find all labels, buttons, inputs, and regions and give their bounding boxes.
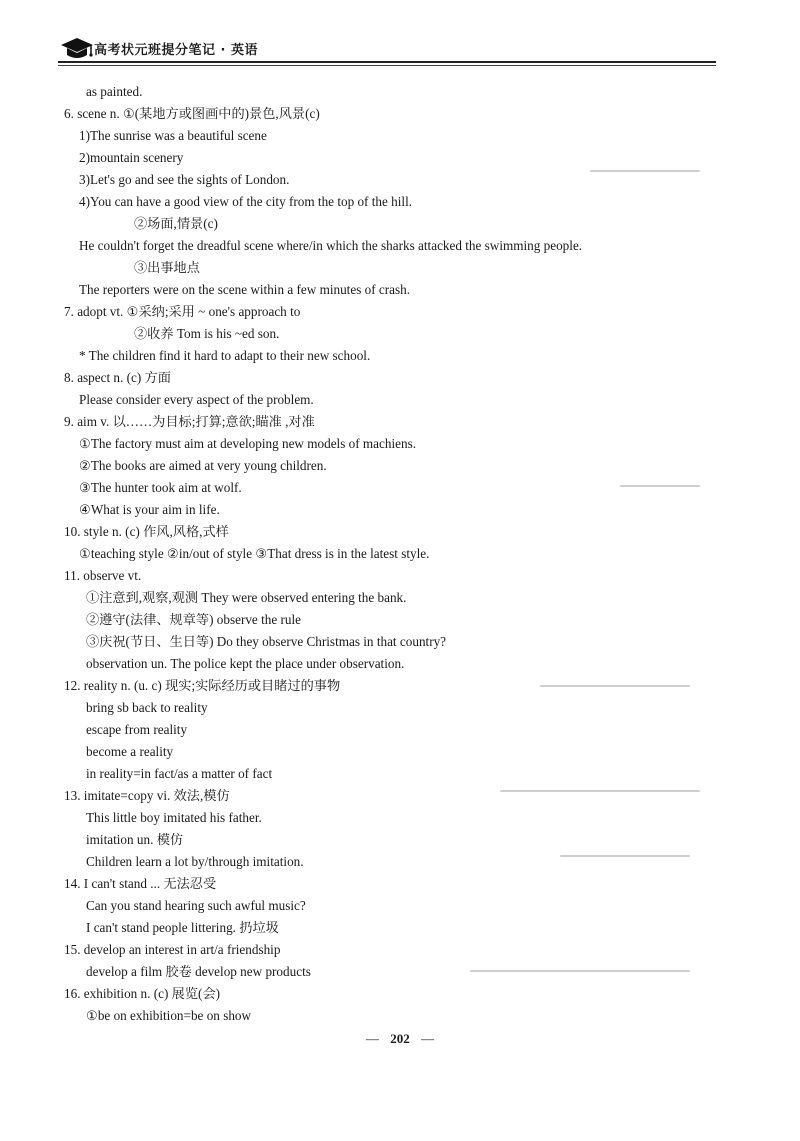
- text-line: 2)mountain scenery: [79, 150, 184, 165]
- text-line: This little boy imitated his father.: [86, 810, 262, 825]
- text-line: ②场面,情景(c): [134, 216, 218, 231]
- text-line: 1)The sunrise was a beautiful scene: [79, 128, 267, 143]
- text-line: ③The hunter took aim at wolf.: [79, 480, 242, 495]
- header-rule: [58, 61, 716, 63]
- scan-noise: [560, 855, 690, 857]
- footer-dash-left: —: [366, 1031, 379, 1046]
- text-line: Please consider every aspect of the problem.: [79, 392, 314, 407]
- text-line: 7. adopt vt. ①采纳;采用 ~ one's approach to: [64, 304, 301, 319]
- text-line: ②收养 Tom is his ~ed son.: [134, 326, 280, 341]
- page-footer: [0, 1031, 800, 1047]
- text-line: 10. style n. (c) 作风,风格,式样: [64, 524, 229, 539]
- text-line: 14. I can't stand ... 无法忍受: [64, 876, 217, 891]
- text-line: 6. scene n. ①(某地方或图画中的)景色,风景(c): [64, 106, 320, 121]
- text-line: 12. reality n. (u. c) 现实;实际经历或目睹过的事物: [64, 678, 341, 693]
- text-line: ①注意到,观察,观测 They were observed entering the bank.: [86, 590, 407, 605]
- text-line: I can't stand people littering. 扔垃圾: [86, 920, 279, 935]
- text-line: ①teaching style ②in/out of style ③That dress is in the latest style.: [79, 546, 430, 561]
- text-line: Children learn a lot by/through imitation.: [86, 854, 304, 869]
- header-rule-thin: [58, 65, 716, 66]
- text-line: Can you stand hearing such awful music?: [86, 898, 306, 913]
- scan-noise: [540, 685, 690, 687]
- page-header: [0, 0, 800, 72]
- text-line: The reporters were on the scene within a few minutes of crash.: [79, 282, 411, 297]
- text-line: 4)You can have a good view of the city from the top of the hill.: [79, 194, 413, 209]
- text-line: ②The books are aimed at very young children.: [79, 458, 327, 473]
- notes-content: [64, 81, 744, 1027]
- text-line: ②遵守(法律、规章等) observe the rule: [86, 612, 301, 627]
- page-number: 202: [390, 1031, 410, 1046]
- text-line: ③庆祝(节日、生日等) Do they observe Christmas in that country?: [86, 634, 447, 649]
- scan-noise: [470, 970, 690, 972]
- text-line: ③出事地点: [134, 260, 200, 275]
- text-line: become a reality: [86, 744, 174, 759]
- text-line: He couldn't forget the dreadful scene where/in which the sharks attacked the swimming people.: [79, 238, 583, 253]
- text-line: ①The factory must aim at developing new models of machiens.: [79, 436, 417, 451]
- text-line: 11. observe vt.: [64, 568, 142, 583]
- scan-noise: [590, 170, 700, 172]
- text-line: 8. aspect n. (c) 方面: [64, 370, 171, 385]
- text-line: 9. aim v. 以……为目标;打算;意欲;瞄准 ,对准: [64, 414, 315, 429]
- text-line: observation un. The police kept the place under observation.: [86, 656, 405, 671]
- text-line: imitation un. 模仿: [86, 832, 184, 847]
- text-line: * The children find it hard to adapt to their new school.: [79, 348, 371, 363]
- text-line: 13. imitate=copy vi. 效法,模仿: [64, 788, 230, 803]
- text-line: develop a film 胶卷 develop new products: [86, 964, 311, 979]
- text-line: ④What is your aim in life.: [79, 502, 220, 517]
- scan-noise: [500, 790, 700, 792]
- header-title: 高考状元班提分笔记 · 英语: [94, 43, 258, 58]
- text-line: 16. exhibition n. (c) 展览(会): [64, 986, 221, 1001]
- text-line: escape from reality: [86, 722, 188, 737]
- graduation-cap-icon: [60, 36, 94, 62]
- text-line: 15. develop an interest in art/a friendship: [64, 942, 281, 957]
- footer-dash-right: —: [421, 1031, 434, 1046]
- text-line: in reality=in fact/as a matter of fact: [86, 766, 273, 781]
- text-line: as painted.: [86, 84, 143, 99]
- text-line: ①be on exhibition=be on show: [86, 1008, 252, 1023]
- text-line: bring sb back to reality: [86, 700, 208, 715]
- text-line: 3)Let's go and see the sights of London.: [79, 172, 290, 187]
- scan-noise: [620, 485, 700, 487]
